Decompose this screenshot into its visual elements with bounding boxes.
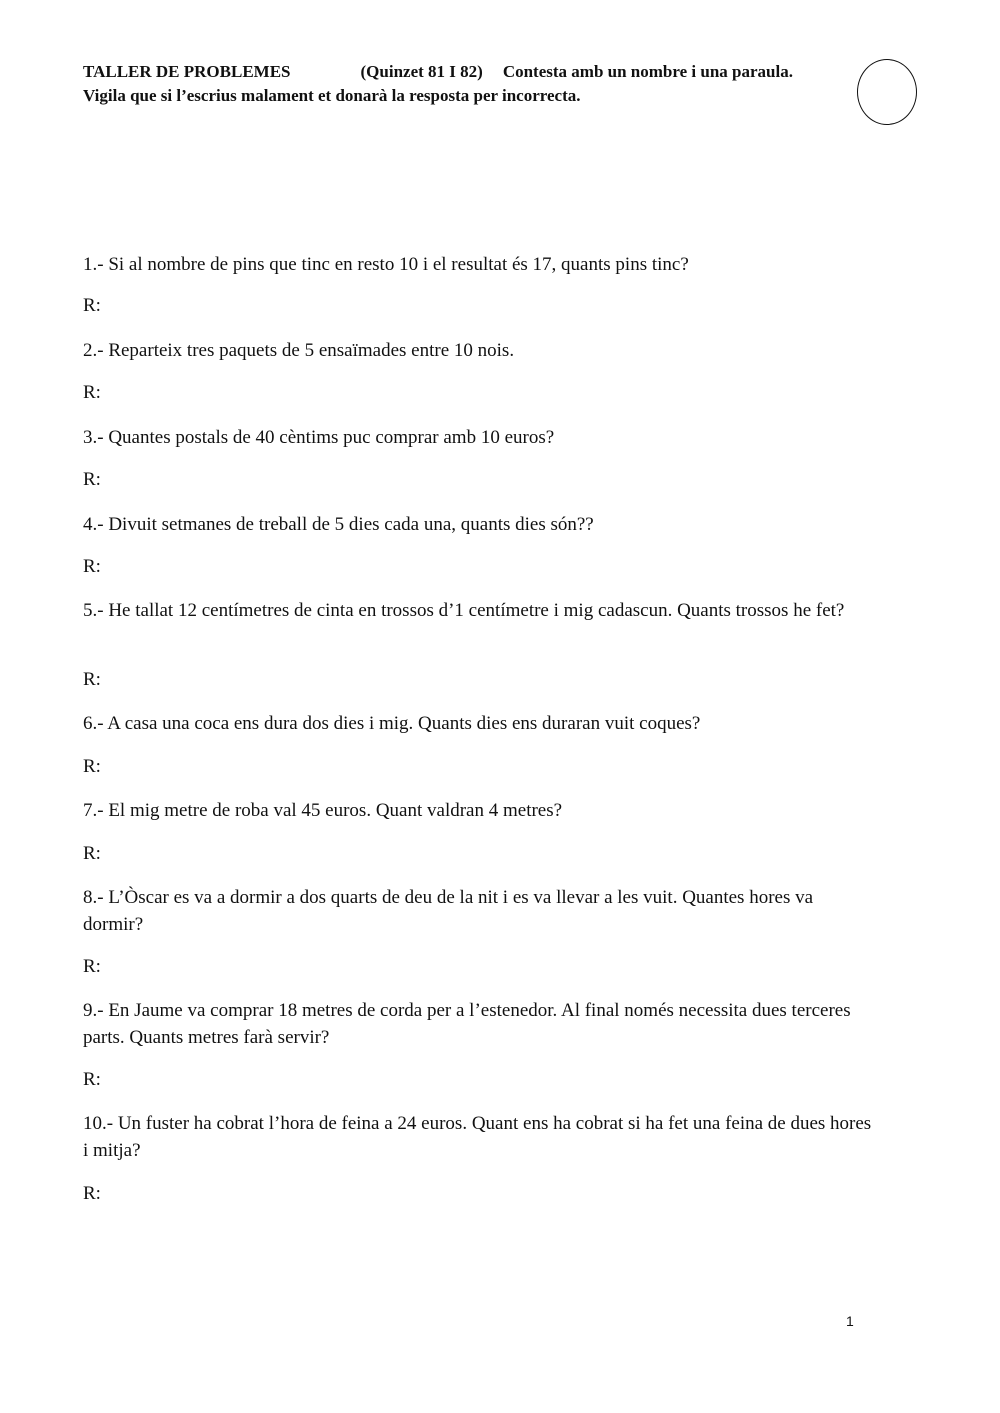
answer-6[interactable]: R: [83,756,101,777]
question-4: 4.- Divuit setmanes de treball de 5 dies cada una, quants dies són?? [83,514,594,535]
answer-4[interactable]: R: [83,556,101,577]
instruction-text: Contesta amb un nombre i una paraula. [502,62,793,81]
answer-7[interactable]: R: [83,843,101,864]
answer-9[interactable]: R: [83,1069,101,1090]
question-7: 7.- El mig metre de roba val 45 euros. Quant valdran 4 metres? [83,800,563,821]
answer-3[interactable]: R: [83,469,101,490]
answer-10[interactable]: R: [83,1183,101,1204]
question-6: 6.- A casa una coca ens dura dos dies i mig. Quants dies ens duraran vuit coques? [83,713,701,734]
worksheet-header [83,60,863,108]
quinzet-label: (Quinzet 81 I 82) [360,62,483,81]
answer-8[interactable]: R: [83,956,101,977]
answer-5[interactable]: R: [83,669,101,690]
question-1: 1.- Si al nombre de pins que tinc en resto 10 i el resultat és 17, quants pins tinc? [83,254,689,275]
question-5: 5.- He tallat 12 centímetres de cinta en trossos d’1 centímetre i mig cadascun. Quants trossos he fet? [83,600,845,621]
question-8: 8.- L’Òscar es va a dormir a dos quarts de deu de la nit i es va llevar a les vuit. Quantes hores va dormir? [83,887,814,935]
question-2: 2.- Reparteix tres paquets de 5 ensaïmades entre 10 nois. [83,340,515,361]
answer-1[interactable]: R: [83,295,101,316]
warning-text: Vigila que si l’escrius malament et donarà la resposta per incorrecta. [83,86,581,105]
answer-2[interactable]: R: [83,382,101,403]
worksheet-title: TALLER DE PROBLEMES [83,62,291,81]
score-circle [857,59,917,125]
page-number: 1 [846,1313,854,1329]
question-9: 9.- En Jaume va comprar 18 metres de corda per a l’estenedor. Al final només necessita dues terceres parts. Quants metres farà servir? [83,1000,851,1048]
question-3: 3.- Quantes postals de 40 cèntims puc comprar amb 10 euros? [83,427,555,448]
question-10: 10.- Un fuster ha cobrat l’hora de feina a 24 euros. Quant ens ha cobrat si ha fet una feina de dues hores i mitja? [83,1113,872,1161]
